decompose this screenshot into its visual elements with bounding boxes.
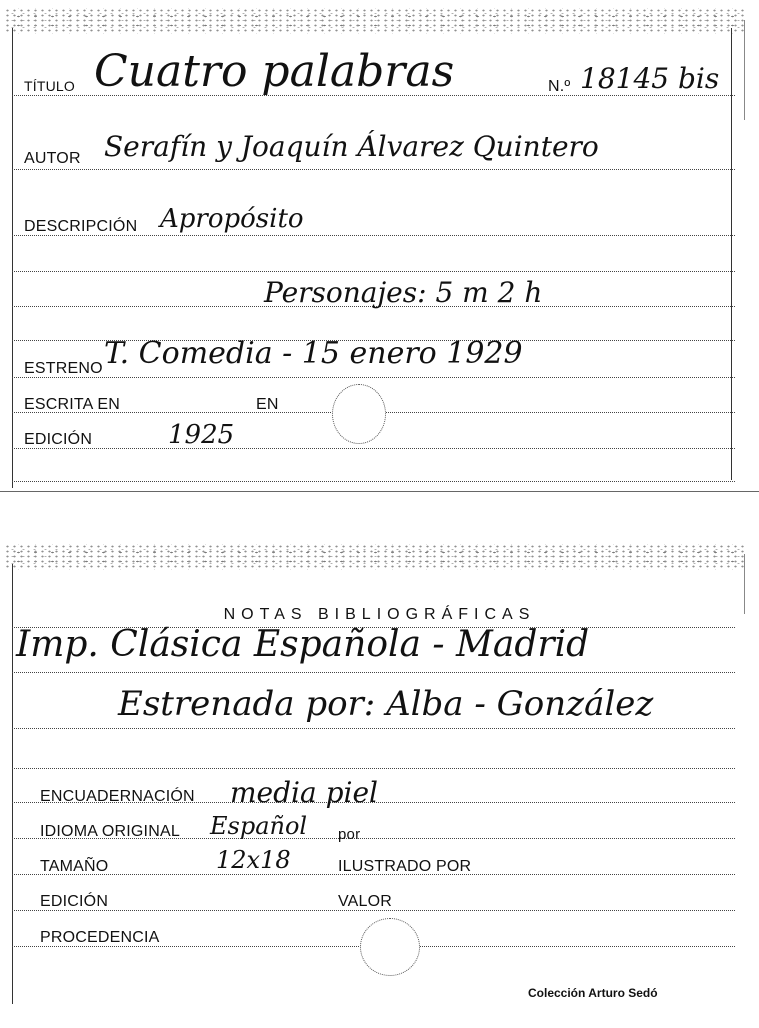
catalog-card-notes — [0, 540, 759, 1028]
catalog-card-main — [0, 0, 759, 492]
edicion-label: EDICIÓN — [40, 893, 109, 910]
edicion-label: EDICIÓN — [24, 431, 93, 448]
card-top-edge-texture — [4, 8, 745, 34]
ilustrado-por-label: ILUSTRADO POR — [338, 858, 472, 875]
numero-label: N.º — [548, 78, 571, 95]
rule-line — [12, 448, 735, 449]
rule-line — [12, 377, 735, 378]
descripcion-value: Apropósito — [160, 204, 304, 234]
card-right-edge — [744, 554, 745, 614]
idioma-original-label: IDIOMA ORIGINAL — [40, 823, 180, 840]
en-label: EN — [256, 396, 279, 413]
por-label: por — [338, 826, 361, 843]
estreno-label: ESTRENO — [24, 360, 103, 377]
card-left-border — [12, 564, 13, 1004]
idioma-original-value: Español — [210, 812, 308, 840]
estreno-value: T. Comedia - 15 enero 1929 — [104, 336, 523, 371]
tamano-label: TAMAÑO — [40, 858, 109, 875]
card-left-border — [12, 28, 13, 488]
coleccion-footer: Colección Arturo Sedó — [528, 986, 658, 1000]
notas-bibliograficas-heading: NOTAS BIBLIOGRÁFICAS — [223, 606, 536, 623]
titulo-label: TÍTULO — [24, 78, 75, 94]
tamano-value: 12x18 — [216, 846, 291, 874]
autor-value: Serafín y Joaquín Álvarez Quintero — [104, 130, 599, 163]
punch-hole — [360, 918, 420, 976]
card-bottom-edge — [0, 491, 759, 492]
valor-label: VALOR — [338, 893, 393, 910]
autor-label: AUTOR — [24, 150, 81, 167]
procedencia-label: PROCEDENCIA — [40, 929, 160, 946]
numero-value: 18145 bis — [580, 62, 720, 95]
rule-line — [12, 481, 735, 482]
punch-hole — [332, 384, 386, 444]
card-top-edge-texture — [4, 544, 745, 570]
titulo-value: Cuatro palabras — [94, 46, 455, 97]
encuadernacion-value: media piel — [230, 776, 378, 809]
card-right-edge — [744, 20, 745, 120]
rule-line — [12, 672, 735, 673]
descripcion-label: DESCRIPCIÓN — [24, 218, 138, 235]
escrita-en-label: ESCRITA EN — [24, 396, 120, 413]
rule-line — [12, 271, 735, 272]
nota-imprenta: Imp. Clásica Española - Madrid — [16, 624, 590, 665]
nota-estrenada: Estrenada por: Alba - González — [118, 684, 654, 724]
encuadernacion-label: ENCUADERNACIÓN — [40, 788, 195, 805]
rule-line — [12, 728, 735, 729]
edicion-value: 1925 — [168, 420, 235, 450]
personajes-value: Personajes: 5 m 2 h — [264, 276, 543, 309]
rule-line — [12, 768, 735, 769]
rule-line — [12, 169, 735, 170]
